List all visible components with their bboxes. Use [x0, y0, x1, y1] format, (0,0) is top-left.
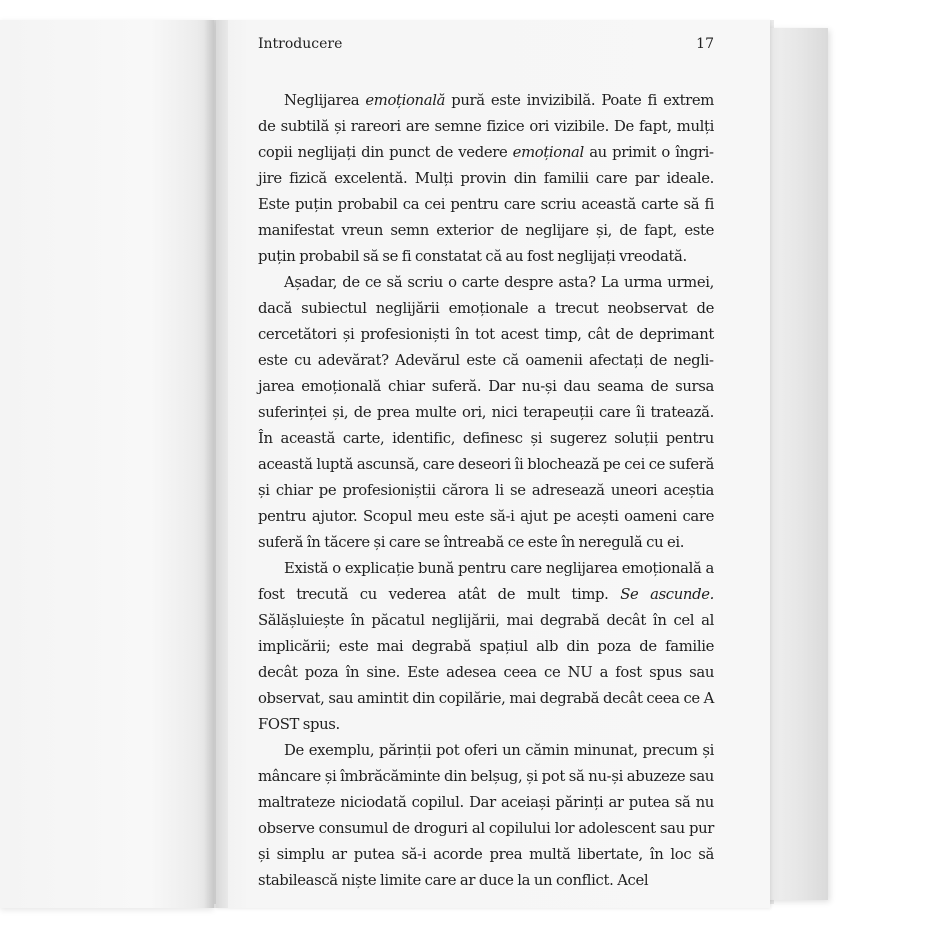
paragraph-1-segment-4: emoțional	[512, 144, 584, 161]
section-title: Introducere	[258, 36, 343, 52]
paragraph-3	[258, 556, 714, 738]
paragraph-1-segment-2: emoțională	[365, 92, 446, 109]
spine-shadow	[204, 20, 228, 908]
paragraph-1-segment-3: pură este invizibilă. Poate fi extrem de subtilă și rareori are semne fizice ori vizibile. De fapt, mulți copii neglijați din punct de vedere	[258, 92, 714, 161]
paragraph-4-segment-1: De exemplu, părinții pot oferi un cămin minunat, precum și mâncare și îmbrăcăminte din belșug, și pot să nu-și abuzeze sau maltrateze niciodată copilul. Dar aceiași părinți ar putea să nu observe consumul de droguri al copilului lor adolescent sau pur și simplu ar putea să-i acorde prea multă libertate, în loc să stabilească niște limite care ar duce la un conflict. Acel	[258, 742, 714, 889]
paragraph-2	[258, 270, 714, 556]
left-page	[0, 20, 214, 908]
page-number: 17	[696, 36, 714, 52]
paragraph-3-segment-2: Se ascunde.	[620, 586, 714, 603]
paragraph-2-segment-1: Așadar, de ce să scriu o carte despre asta? La urma urmei, dacă subiectul neglijării emoționale a trecut neobservat de cercetători și profesioniști în tot acest timp, cât de deprimant este cu adevărat? Adevărul este că oamenii afectați de neglijarea emoțională chiar suferă. Dar nu-și dau seama de sursa suferinței și, de prea multe ori, nici terapeuții care îi tratează. În această carte, identific, definesc și sugerez soluții pentru această luptă ascunsă, care deseori îi blochează pe cei ce suferă și chiar pe profesioniștii cărora li se adresează uneori aceștia pentru ajutor. Scopul meu este să-i ajut pe acești oameni care suferă în tăcere și care se întreabă ce este în neregulă cu ei.	[258, 274, 714, 551]
paragraph-4	[258, 738, 714, 894]
right-page	[216, 20, 770, 908]
paragraph-1-segment-1: Neglijarea	[284, 92, 366, 109]
body-text	[258, 88, 714, 894]
running-head	[258, 36, 714, 58]
paragraph-3-segment-1: Există o explicație bună pentru care neglijarea emoțională a fost trecută cu vederea atât de mult timp.	[258, 560, 714, 603]
paragraph-1	[258, 88, 714, 270]
paragraph-3-segment-3: Sălășluiește în păcatul neglijării, mai degrabă decât în cel al implicării; este mai degrabă spațiul alb din poza de familie decât poza în sine. Este adesea ceea ce NU a fost spus sau observat, sau amintit din copilărie, mai degrabă decât ceea ce A FOST spus.	[258, 612, 714, 733]
paragraph-1-segment-5: au primit o îngrijire fizică excelentă. Mulți provin din familii care par ideale. Este puțin probabil ca cei pentru care scriu această carte să fi manifestat vreun semn exterior de neglijare și, de fapt, este puțin probabil să se fi constatat că au fost neglijați vreodată.	[258, 144, 714, 265]
page-edges	[760, 28, 828, 900]
